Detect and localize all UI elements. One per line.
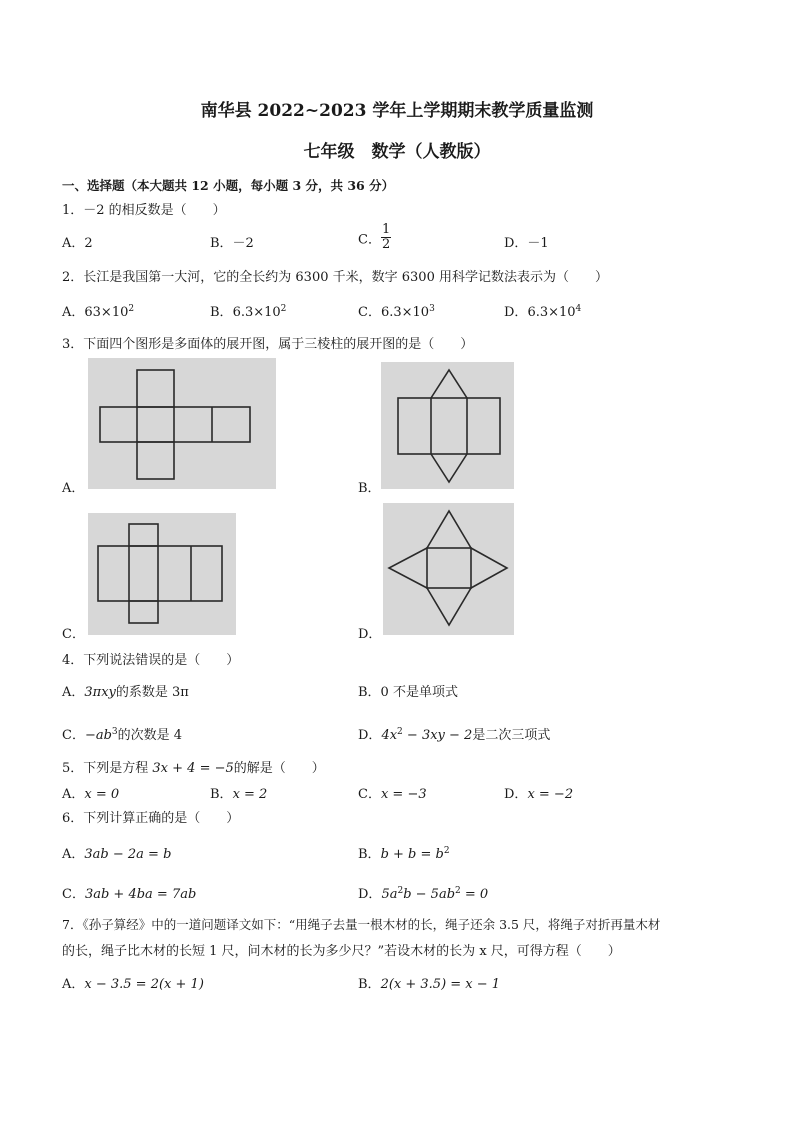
q3-option-c: C． [62, 627, 85, 642]
net-c-row [98, 546, 222, 601]
q4-d-text: 是二次三项式 [472, 728, 551, 743]
q1-frac-den: 2 [381, 237, 391, 253]
q2-option-b [210, 301, 286, 320]
pyramid-net-diagram [383, 503, 514, 635]
q3-figure-d [383, 503, 514, 635]
q6-option-b [358, 843, 450, 862]
q6-d-exp1: 2 [397, 886, 404, 896]
q5-a-label: A． [62, 787, 85, 802]
q7-a-expr: x − 3.5 = 2(x + 1) [84, 977, 204, 992]
q1-fraction [381, 223, 391, 253]
q2-d-base: 6.3×10 [527, 305, 576, 320]
net-b-rect [398, 398, 500, 454]
q2-b-label: B． [210, 305, 233, 320]
q5-c-expr: x = −3 [380, 787, 427, 802]
q6-a-expr: 3ab − 2a = b [84, 847, 172, 862]
q1-frac-num: 1 [381, 222, 391, 237]
q2-stem: 2．长江是我国第一大河，它的全长约为 6300 千米，数字 6300 用科学记数法表示为（ ） [62, 270, 608, 285]
q5-option-b [210, 783, 267, 802]
q4-option-c [62, 724, 182, 743]
net-c-bottom [129, 601, 158, 623]
q2-b-exp: 2 [280, 304, 287, 314]
q7-option-b [358, 973, 500, 992]
q3-option-a: A． [62, 481, 85, 496]
q2-b-base: 6.3×10 [232, 305, 281, 320]
net-d-square [427, 548, 471, 588]
q6-d-expr-c: = 0 [460, 887, 489, 902]
q3-figure-c [88, 513, 236, 635]
q2-c-exp: 3 [429, 304, 435, 314]
net-d-left-triangle [389, 548, 427, 588]
q6-b-exp: 2 [443, 846, 450, 856]
q2-option-d [504, 301, 581, 320]
q6-a-label: A． [62, 847, 85, 862]
q4-d-label: D． [358, 728, 382, 743]
prism-net-diagram [381, 362, 514, 489]
q7-b-label: B． [358, 977, 381, 992]
q5-d-expr: x = −2 [527, 787, 574, 802]
q7-stem-line1: 7．《孙子算经》中的一道问题译文如下：“用绳子去量一根木材的长，绳子还余 3.5 尺，将绳子对折再量木材 [62, 917, 661, 932]
q1-option-c [358, 223, 391, 253]
net-a-bottom [137, 442, 174, 479]
q4-option-d [358, 724, 550, 743]
q5-b-expr: x = 2 [232, 787, 268, 802]
q1-option-b: B．－2 [210, 236, 254, 251]
q4-a-text: 的系数是 3π [115, 685, 189, 700]
q5-equation: 3x + 4 = −5 [152, 761, 234, 776]
q5-c-label: C． [358, 787, 381, 802]
q3-option-d: D． [358, 627, 382, 642]
net-a-row [100, 407, 250, 442]
net-d-bottom-triangle [427, 588, 471, 625]
q5-option-a [62, 783, 119, 802]
q6-d-label: D． [358, 887, 382, 902]
exam-title: 南华县 2022~2023 学年上学期期末教学质量监测 [200, 101, 594, 121]
q7-b-expr: 2(x + 3.5) = x − 1 [380, 977, 501, 992]
q7-a-label: A． [62, 977, 85, 992]
q6-option-d [358, 883, 488, 902]
q2-d-label: D． [504, 305, 528, 320]
q6-option-a [62, 843, 171, 862]
q4-d-expr-a: 4x [381, 728, 398, 743]
q4-c-text: 的次数是 4 [117, 728, 183, 743]
q4-option-a [62, 681, 189, 700]
q6-stem: 6．下列计算正确的是（ ） [62, 811, 240, 826]
q4-a-label: A． [62, 685, 85, 700]
q1-option-a: A．2 [62, 236, 93, 251]
q4-d-exp: 2 [397, 727, 403, 737]
q3-stem: 3．下面四个图形是多面体的展开图，属于三棱柱的展开图的是（ ） [62, 337, 474, 352]
net-d-right-triangle [471, 548, 507, 588]
q6-d-expr-b: b − 5ab [403, 887, 456, 902]
q2-c-label: C． [358, 305, 381, 320]
q2-a-label: A． [62, 305, 85, 320]
box-net-diagram [88, 513, 236, 635]
q2-option-c [358, 301, 435, 320]
q6-c-label: C． [62, 887, 85, 902]
q1-option-d: D．－1 [504, 236, 549, 251]
q3-figure-a [88, 358, 276, 489]
q4-d-expr-b: − 3xy − 2 [402, 728, 473, 743]
q4-a-expr: 3πxy [84, 685, 116, 700]
q5-stem [62, 757, 325, 776]
exam-subtitle: 七年级 数学（人教版） [303, 142, 491, 162]
q6-b-expr: b + b = b [380, 847, 444, 862]
q1-stem: 1．－2 的相反数是（ ） [62, 203, 226, 218]
q6-option-c [62, 883, 196, 902]
q5-option-c [358, 783, 427, 802]
net-c-top [129, 524, 158, 546]
q4-c-expr: −ab [84, 728, 112, 743]
q5-a-expr: x = 0 [84, 787, 120, 802]
q3-figure-b [381, 362, 514, 489]
net-d-top-triangle [427, 511, 471, 548]
q6-b-label: B． [358, 847, 381, 862]
q2-d-exp: 4 [575, 304, 582, 314]
cube-net-diagram [88, 358, 276, 489]
net-b-top-triangle [431, 370, 467, 398]
q4-c-label: C． [62, 728, 85, 743]
q4-stem: 4．下列说法错误的是（ ） [62, 653, 240, 668]
q6-d-expr-a: 5a [381, 887, 398, 902]
q5-d-label: D． [504, 787, 528, 802]
q1-option-c-label: C． [358, 232, 381, 248]
q5-stem-pre: 5．下列是方程 [62, 761, 153, 776]
q6-d-exp2: 2 [455, 886, 461, 896]
q4-option-b: B．0 不是单项式 [358, 685, 458, 700]
section-heading: 一、选择题（本大题共 12 小题，每小题 3 分，共 36 分） [62, 178, 395, 193]
q7-option-a [62, 973, 204, 992]
q2-a-exp: 2 [128, 304, 135, 314]
q4-c-exp: 3 [111, 727, 118, 737]
q2-a-base: 63×10 [84, 305, 129, 320]
net-a-top [137, 370, 174, 407]
q5-stem-post: 的解是（ ） [233, 761, 325, 776]
q3-option-b: B． [358, 481, 381, 496]
q6-c-expr: 3ab + 4ba = 7ab [84, 887, 197, 902]
net-b-bottom-triangle [431, 454, 467, 482]
q5-b-label: B． [210, 787, 233, 802]
q5-option-d [504, 783, 573, 802]
q2-c-base: 6.3×10 [380, 305, 430, 320]
q7-stem-line2: 的长，绳子比木材的长短 1 尺，问木材的长为多少尺？”若设木材的长为 x 尺，可得方程（ ） [62, 944, 621, 959]
q2-option-a [62, 301, 134, 320]
